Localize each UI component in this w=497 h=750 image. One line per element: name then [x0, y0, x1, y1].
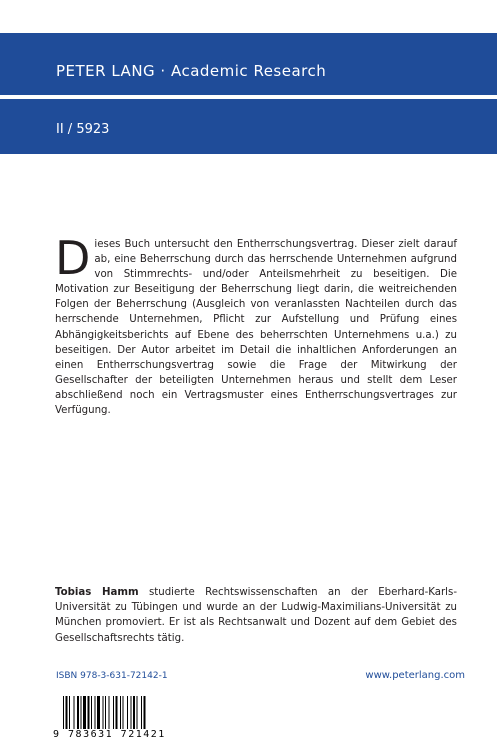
author-name: Tobias Hamm — [55, 587, 139, 598]
barcode-bar — [144, 696, 146, 732]
barcode-bar — [105, 696, 106, 732]
barcode-bar — [74, 696, 75, 732]
barcode-bars — [53, 696, 189, 732]
drop-cap: D — [55, 231, 91, 285]
barcode-bar — [69, 696, 70, 732]
barcode-bar — [103, 696, 104, 732]
barcode-digits: 9 783631 721421 — [53, 729, 189, 740]
description-text: ieses Buch untersucht den Entherrschungsvertrag. Dieser zielt darauf ab, eine Beherrschung durch das herrschende Unternehmen aufgrund von Stimmrechts- und/oder Anteilsmehrheit zu beseitigen. Die Motivation zur Beseitigung der Beherrschung liegt darin, die weitreichenden Folgen der Beherrschung (Ausgleich von veranlassten Nachteilen durch das herrschende Unternehmen, Pflicht zur Aufstellung und Prüfung eines Abhängigkeitsberichts auf Ebene des beherrschten Unternehmens u.a.) zu beseitigen. Der Autor arbeitet im Detail die inhaltlichen Anforderungen an einen Entherrschungsvertrag sowie die Frage der Mitwirkung der Gesellschafter der beteiligten Unternehmen heraus und stellt dem Leser abschließend noch ein Vertragsmuster eines Entherrschungsvertrages zur Verfügung. — [55, 239, 457, 417]
barcode-bar — [88, 696, 90, 732]
barcode-bar — [63, 696, 64, 732]
barcode-bar — [109, 696, 110, 732]
barcode-bar — [127, 696, 128, 732]
barcode-bar — [95, 696, 96, 732]
barcode-bar — [66, 696, 68, 732]
series-number: II / 5923 — [56, 122, 110, 137]
author-bio — [55, 585, 457, 646]
publisher-url[interactable]: www.peterlang.com — [365, 670, 465, 681]
barcode-bar — [116, 696, 118, 732]
barcode-bar — [123, 696, 124, 732]
barcode-bar — [131, 696, 132, 732]
barcode-bar — [77, 696, 79, 732]
barcode-bar — [97, 696, 100, 732]
barcode-bar — [83, 696, 86, 732]
barcode-bar — [113, 696, 114, 732]
barcode-bar — [133, 696, 135, 732]
isbn: ISBN 978-3-631-72142-1 — [56, 671, 168, 681]
barcode — [53, 696, 189, 742]
barcode-bar — [141, 696, 142, 732]
publisher-brand: PETER LANG · Academic Research — [56, 62, 327, 80]
barcode-bar — [91, 696, 92, 732]
book-description — [55, 231, 457, 418]
author-bio-text: studierte Rechtswissenschaften an der Eberhard-Karls-Universität zu Tübingen und wurde an der Ludwig-Maximilians-Universität zu München promoviert. Er ist als Rechtsanwalt und Dozent auf dem Gebiet des Gesellschaftsrechts tätig. — [55, 587, 457, 644]
barcode-bar — [120, 696, 121, 732]
barcode-bar — [137, 696, 138, 732]
barcode-bar — [81, 696, 82, 732]
